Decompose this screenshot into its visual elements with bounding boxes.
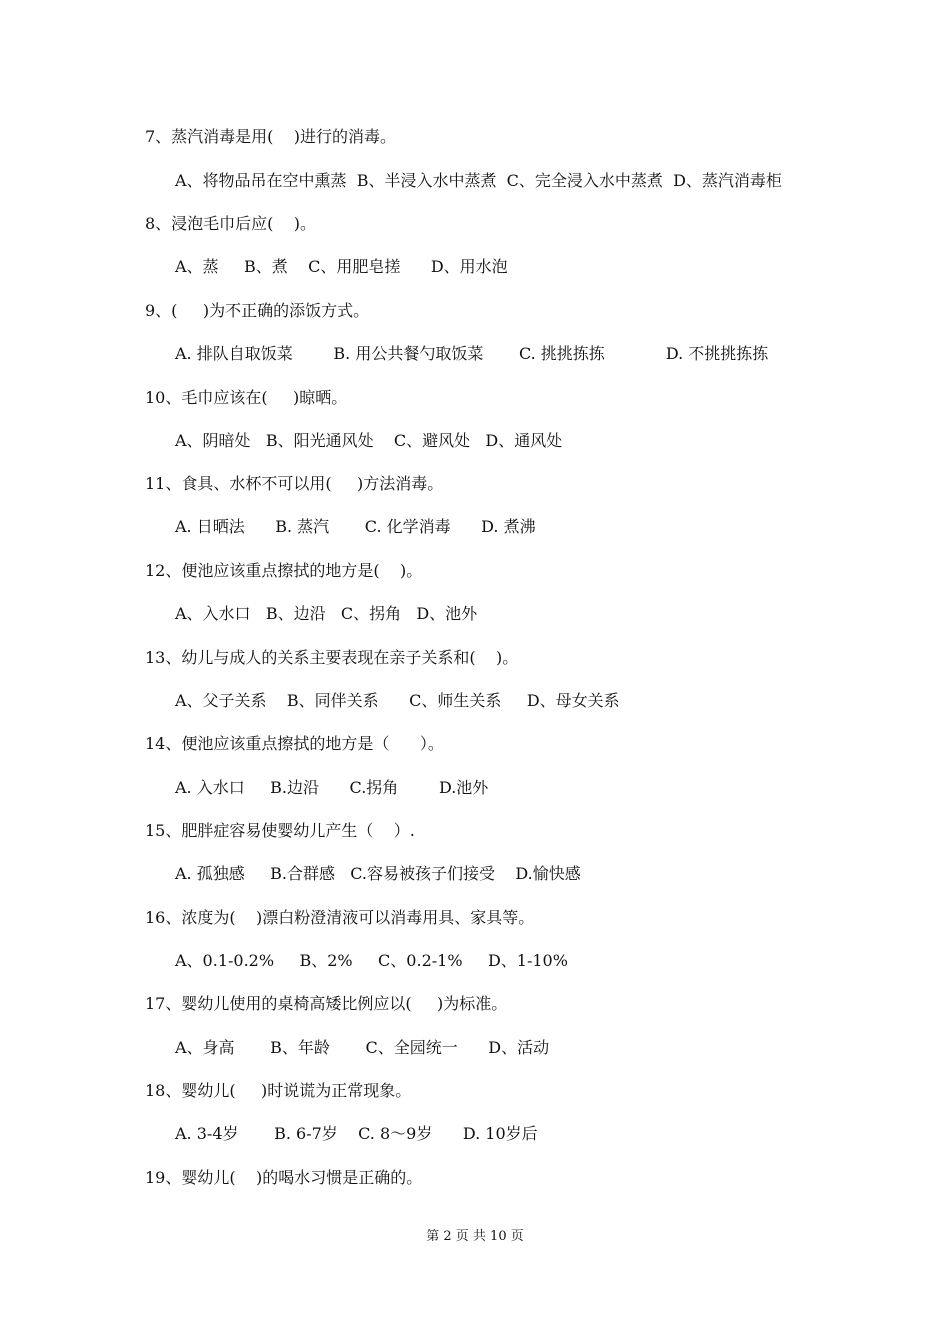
question-14-stem: 14、便池应该重点擦拭的地方是（ ）。 <box>145 734 444 753</box>
question-7-stem: 7、蒸汽消毒是用( )进行的消毒。 <box>145 127 397 146</box>
question-16-options: A、0.1-0.2% B、2% C、0.2-1% D、1-10% <box>175 951 568 970</box>
question-8-options: A、蒸 B、煮 C、用肥皂搓 D、用水泡 <box>175 257 508 276</box>
question-10-options: A、阴暗处 B、阳光通风处 C、避风处 D、通风处 <box>175 431 563 450</box>
question-13-stem: 13、幼儿与成人的关系主要表现在亲子关系和( )。 <box>145 648 519 667</box>
question-9-stem: 9、( )为不正确的添饭方式。 <box>145 301 370 320</box>
question-9-options: A. 排队自取饭菜 B. 用公共餐勺取饭菜 C. 挑挑拣拣 D. 不挑挑拣拣 <box>175 344 769 363</box>
page-footer: 第 2 页 共 10 页 <box>426 1229 524 1244</box>
question-19-stem: 19、婴幼儿( )的喝水习惯是正确的。 <box>145 1168 423 1187</box>
question-14-options: A. 入水口 B.边沿 C.拐角 D.池外 <box>175 778 489 797</box>
question-11-stem: 11、食具、水杯不可以用( )方法消毒。 <box>145 474 444 493</box>
question-12-stem: 12、便池应该重点擦拭的地方是( )。 <box>145 561 423 580</box>
question-18-stem: 18、婴幼儿( )时说谎为正常现象。 <box>145 1081 412 1100</box>
question-17-stem: 17、婴幼儿使用的桌椅高矮比例应以( )为标准。 <box>145 994 508 1013</box>
question-11-options: A. 日晒法 B. 蒸汽 C. 化学消毒 D. 煮沸 <box>175 517 536 536</box>
question-17-options: A、身高 B、年龄 C、全园统一 D、活动 <box>175 1038 550 1057</box>
question-13-options: A、父子关系 B、同伴关系 C、师生关系 D、母女关系 <box>175 691 620 710</box>
question-18-options: A. 3-4岁 B. 6-7岁 C. 8～9岁 D. 10岁后 <box>175 1124 538 1143</box>
question-15-stem: 15、肥胖症容易使婴幼儿产生（ ）. <box>145 821 415 840</box>
question-15-options: A. 孤独感 B.合群感 C.容易被孩子们接受 D.愉快感 <box>175 864 581 883</box>
question-8-stem: 8、浸泡毛巾后应( )。 <box>145 214 317 233</box>
question-16-stem: 16、浓度为( )漂白粉澄清液可以消毒用具、家具等。 <box>145 908 535 927</box>
question-12-options: A、入水口 B、边沿 C、拐角 D、池外 <box>175 604 478 623</box>
question-10-stem: 10、毛巾应该在( )晾晒。 <box>145 388 348 407</box>
question-7-options: A、将物品吊在空中熏蒸 B、半浸入水中蒸煮 C、完全浸入水中蒸煮 D、蒸汽消毒柜 <box>175 171 782 190</box>
